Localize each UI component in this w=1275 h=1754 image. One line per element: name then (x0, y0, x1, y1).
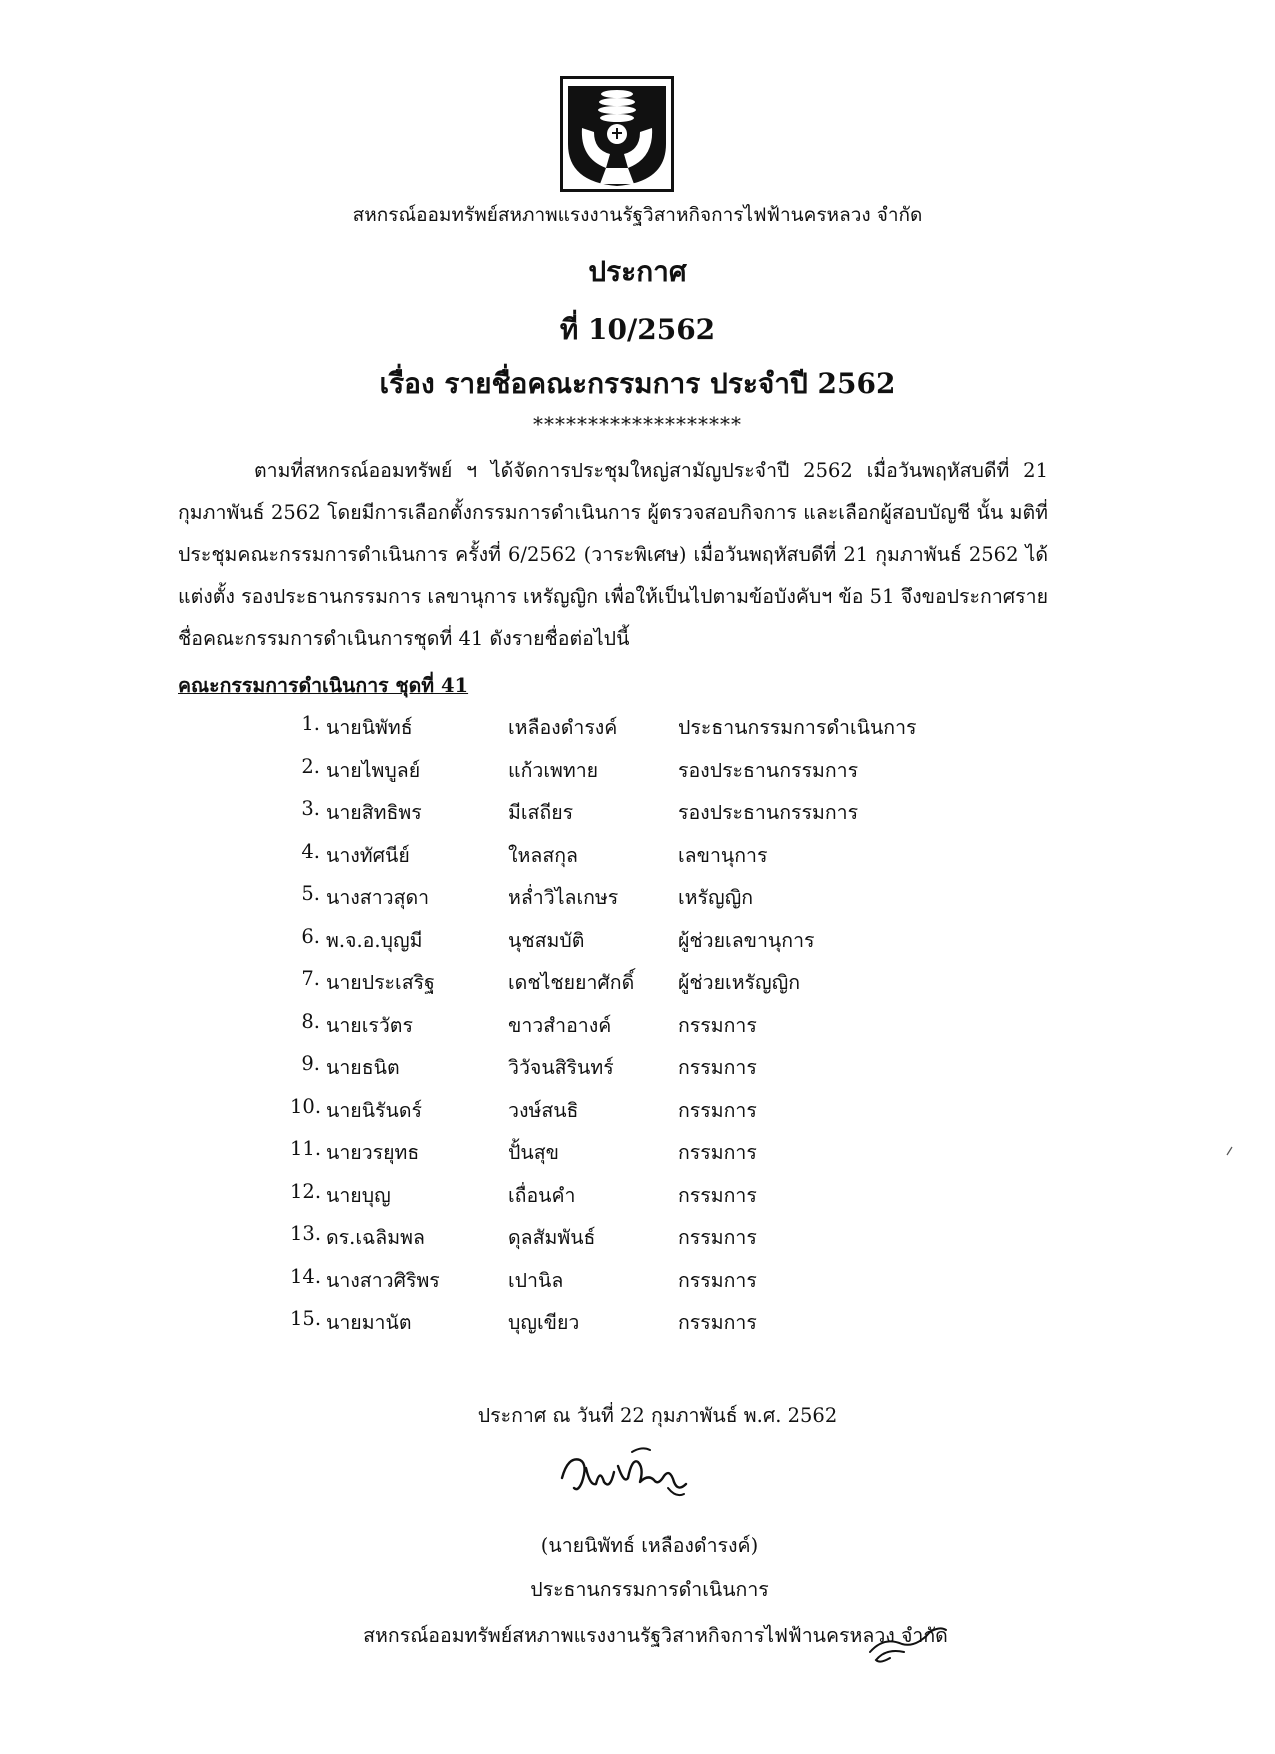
member-name: นายมานัต (326, 1311, 412, 1334)
member-surname: มีเสถียร (508, 801, 574, 824)
member-surname: นุชสมบัติ (508, 928, 585, 952)
member-position: กรรมการ (678, 1226, 757, 1249)
member-surname: ปั้นสุข (508, 1141, 559, 1164)
member-surname: เหลืองดำรงค์ (508, 716, 618, 739)
member-number: 1. (301, 712, 320, 735)
member-position: ผู้ช่วยเลขานุการ (678, 928, 815, 952)
body-paragraph: ตามที่สหกรณ์ออมทรัพย์ ฯ ได้จัดการประชุมใหญ่สามัญประจำปี 2562 เมื่อวันพฤหัสบดีที่ 21 กุมภาพันธ์ 2562 โดยมีการเลือกตั้งกรรมการดำเนินการ ผู้ตรวจสอบกิจการ และเลือกผู้สอบบัญชี นั้น มติที่ประชุมคณะกรรมการดำเนินการ ครั้งที่ 6/2562 (วาระพิเศษ) เมื่อวันพฤหัสบดีที่ 21 กุมภาพันธ์ 2562 ได้แต่งตั้ง รองประธานกรรมการ เลขานุการ เหรัญญิก เพื่อให้เป็นไปตามข้อบังคับฯ ข้อ 51 จึงขอประกาศรายชื่อคณะกรรมการดำเนินการชุดที่ 41 ดังรายชื่อต่อไปนี้ (178, 459, 1048, 650)
member-surname: บุญเขียว (508, 1311, 580, 1334)
member-number: 2. (301, 754, 320, 778)
member-surname: วิวัจนสิรินทร์ (508, 1056, 614, 1079)
member-name: พ.จ.อ.บุญมี (326, 928, 423, 952)
member-number: 13. (290, 1222, 322, 1245)
member-name: นายนิพัทธ์ (326, 716, 413, 739)
announcement-date: ประกาศ ณ วันที่ 22 กุมภาพันธ์ พ.ศ. 2562 (477, 1404, 838, 1427)
signature (558, 1438, 698, 1508)
member-name: นายวรยุทธ (326, 1141, 420, 1164)
section-heading: คณะกรรมการดำเนินการ ชุดที่ 41 (178, 674, 469, 697)
member-number: 4. (301, 839, 320, 863)
organization-header: สหกรณ์ออมทรัพย์สหภาพแรงงานรัฐวิสาหกิจการไฟฟ้านครหลวง จำกัด (352, 204, 923, 226)
member-number: 7. (301, 967, 320, 990)
organization-footer: สหกรณ์ออมทรัพย์สหภาพแรงงานรัฐวิสาหกิจการไฟฟ้านครหลวง จำกัด (363, 1624, 948, 1647)
member-position: กรรมการ (678, 1311, 757, 1334)
member-surname: หล่ำวิไลเกษร (508, 886, 619, 909)
initial-mark (860, 1618, 950, 1668)
member-position: เลขานุการ (678, 843, 768, 867)
cooperative-logo (560, 76, 674, 192)
member-surname: เดชไชยยาศักดิ์ (508, 971, 635, 994)
member-name: นายบุญ (326, 1183, 391, 1207)
member-surname: ดุลสัมพันธ์ (508, 1226, 596, 1249)
member-name: นายไพบูลย์ (326, 758, 421, 782)
announcement-subject: เรื่อง รายชื่อคณะกรรมการ ประจำปี 2562 (379, 367, 896, 400)
member-number: 14. (290, 1264, 322, 1288)
member-position: รองประธานกรรมการ (678, 801, 859, 824)
member-number: 8. (301, 1009, 320, 1033)
member-position: ประธานกรรมการดำเนินการ (678, 716, 917, 739)
member-position: กรรมการ (678, 1098, 757, 1122)
member-surname: วงษ์สนธิ (508, 1098, 579, 1122)
member-position: กรรมการ (678, 1141, 757, 1164)
member-surname: แก้วเพทาย (508, 758, 599, 782)
member-name: นายนิรันดร์ (326, 1098, 422, 1122)
member-name: นายธนิต (326, 1056, 400, 1079)
announcement-number: ที่ 10/2562 (559, 313, 716, 346)
member-surname: เปานิล (508, 1268, 564, 1292)
member-position: กรรมการ (678, 1056, 757, 1079)
announcement-title: ประกาศ (588, 255, 687, 288)
member-name: นางทัศนีย์ (326, 843, 410, 867)
member-surname: เถื่อนคำ (508, 1183, 576, 1207)
member-name: นายประเสริฐ (326, 971, 435, 994)
member-number: 3. (301, 797, 320, 820)
signer-position: ประธานกรรมการดำเนินการ (530, 1578, 769, 1601)
separator: ******************* (533, 412, 742, 436)
member-number: 11. (290, 1137, 322, 1160)
member-position: กรรมการ (678, 1013, 757, 1037)
member-name: นางสาวศิริพร (326, 1268, 440, 1292)
member-position: เหรัญญิก (678, 886, 754, 909)
member-name: นายสิทธิพร (326, 801, 422, 824)
member-number: 10. (290, 1094, 322, 1118)
member-number: 9. (301, 1052, 320, 1075)
member-position: ผู้ช่วยเหรัญญิก (678, 971, 801, 994)
member-number: 12. (290, 1179, 322, 1203)
member-name: นายเรวัตร (326, 1013, 413, 1037)
member-number: 6. (301, 924, 320, 948)
member-name: ดร.เฉลิมพล (326, 1226, 425, 1249)
member-position: รองประธานกรรมการ (678, 758, 859, 782)
member-surname: ใหลสกุล (508, 843, 578, 867)
signer-name: (นายนิพัทธ์ เหลืองดำรงค์) (540, 1534, 759, 1557)
member-number: 5. (301, 882, 320, 905)
member-position: กรรมการ (678, 1183, 757, 1207)
member-surname: ขาวสำอางค์ (508, 1013, 612, 1037)
member-position: กรรมการ (678, 1268, 757, 1292)
member-name: นางสาวสุดา (326, 886, 430, 909)
member-number: 15. (290, 1307, 322, 1330)
scan-speck (1226, 1146, 1234, 1156)
